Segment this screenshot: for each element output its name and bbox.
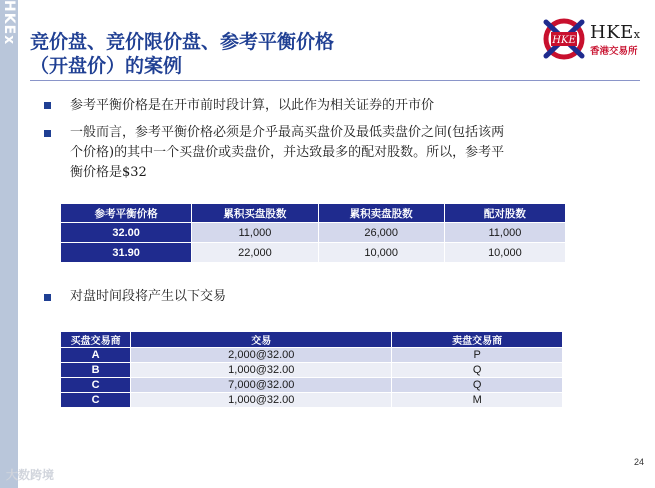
table-header-cell: 累积卖盘股数 bbox=[318, 204, 444, 223]
table-header-row bbox=[61, 204, 566, 223]
table-row bbox=[61, 243, 566, 263]
table-cell: 32.00 bbox=[61, 223, 192, 243]
title-line-1: 竞价盘、竞价限价盘、参考平衡价格 bbox=[30, 31, 335, 53]
title-divider bbox=[30, 80, 640, 81]
table-cell: M bbox=[392, 393, 563, 408]
logo-name-cn: 香港交易所 bbox=[590, 46, 638, 57]
table-cell: 11,000 bbox=[192, 223, 318, 243]
table-cell: B bbox=[61, 363, 131, 378]
table-header-cell: 卖盘交易商 bbox=[392, 332, 563, 348]
bullet-text-2-line: 一般而言，参考平衡价格必须是介乎最高买盘价及最低卖盘价之间(包括该两 bbox=[70, 125, 505, 140]
bullet-text-1: 参考平衡价格是在开市前时段计算，以此作为相关证券的开市价 bbox=[70, 98, 435, 113]
table-cell: 1,000@32.00 bbox=[131, 393, 392, 408]
table-header-cell: 买盘交易商 bbox=[61, 332, 131, 348]
table-header-cell: 交易 bbox=[131, 332, 392, 348]
side-label: HKEx bbox=[1, 0, 17, 46]
watermark: 大数跨境 bbox=[6, 468, 55, 482]
table-cell: 26,000 bbox=[318, 223, 444, 243]
side-band bbox=[0, 0, 18, 488]
table-cell: 10,000 bbox=[444, 243, 565, 263]
table-cell: 31.90 bbox=[61, 243, 192, 263]
table-cell: C bbox=[61, 378, 131, 393]
table-cell: 7,000@32.00 bbox=[131, 378, 392, 393]
table-header-cell: 累积买盘股数 bbox=[192, 204, 318, 223]
table-cell: Q bbox=[392, 363, 563, 378]
page-number: 24 bbox=[634, 457, 645, 467]
table-cell: A bbox=[61, 348, 131, 363]
bullet-marker bbox=[44, 294, 51, 301]
table-header-cell: 参考平衡价格 bbox=[61, 204, 192, 223]
page-title bbox=[30, 30, 510, 78]
table-header-row bbox=[61, 332, 563, 348]
table-cell: 2,000@32.00 bbox=[131, 348, 392, 363]
table-cell: P bbox=[392, 348, 563, 363]
bullet-text-3: 对盘时间段将产生以下交易 bbox=[70, 289, 227, 304]
table-row bbox=[61, 363, 563, 378]
hkex-logo bbox=[540, 16, 640, 66]
logo-name-main: HKE bbox=[590, 22, 634, 43]
logo-name bbox=[590, 22, 641, 43]
equilibrium-price-table bbox=[60, 203, 566, 263]
trades-table bbox=[60, 331, 563, 408]
bullet-marker bbox=[44, 130, 51, 137]
table-header-cell: 配对股数 bbox=[444, 204, 565, 223]
bullet-text-2-line: 个价格)的其中一个买盘价或卖盘价，并达致最多的配对股数。所以，参考平 bbox=[70, 145, 505, 160]
table-row bbox=[61, 378, 563, 393]
hkex-logo-mark-icon bbox=[540, 16, 588, 62]
bullet-text-2 bbox=[70, 123, 630, 183]
table-cell: C bbox=[61, 393, 131, 408]
table-cell: 11,000 bbox=[444, 223, 565, 243]
table-row bbox=[61, 348, 563, 363]
title-line-2: （开盘价）的案例 bbox=[30, 55, 183, 77]
bullet-text-2-line: 衡价格是$32 bbox=[70, 165, 147, 180]
table-cell: 10,000 bbox=[318, 243, 444, 263]
logo-name-sub: x bbox=[633, 28, 641, 41]
table-cell: Q bbox=[392, 378, 563, 393]
table-cell: 1,000@32.00 bbox=[131, 363, 392, 378]
bullet-marker bbox=[44, 102, 51, 109]
table-row bbox=[61, 393, 563, 408]
svg-text:HKE: HKE bbox=[552, 35, 576, 46]
table-cell: 22,000 bbox=[192, 243, 318, 263]
table-row bbox=[61, 223, 566, 243]
